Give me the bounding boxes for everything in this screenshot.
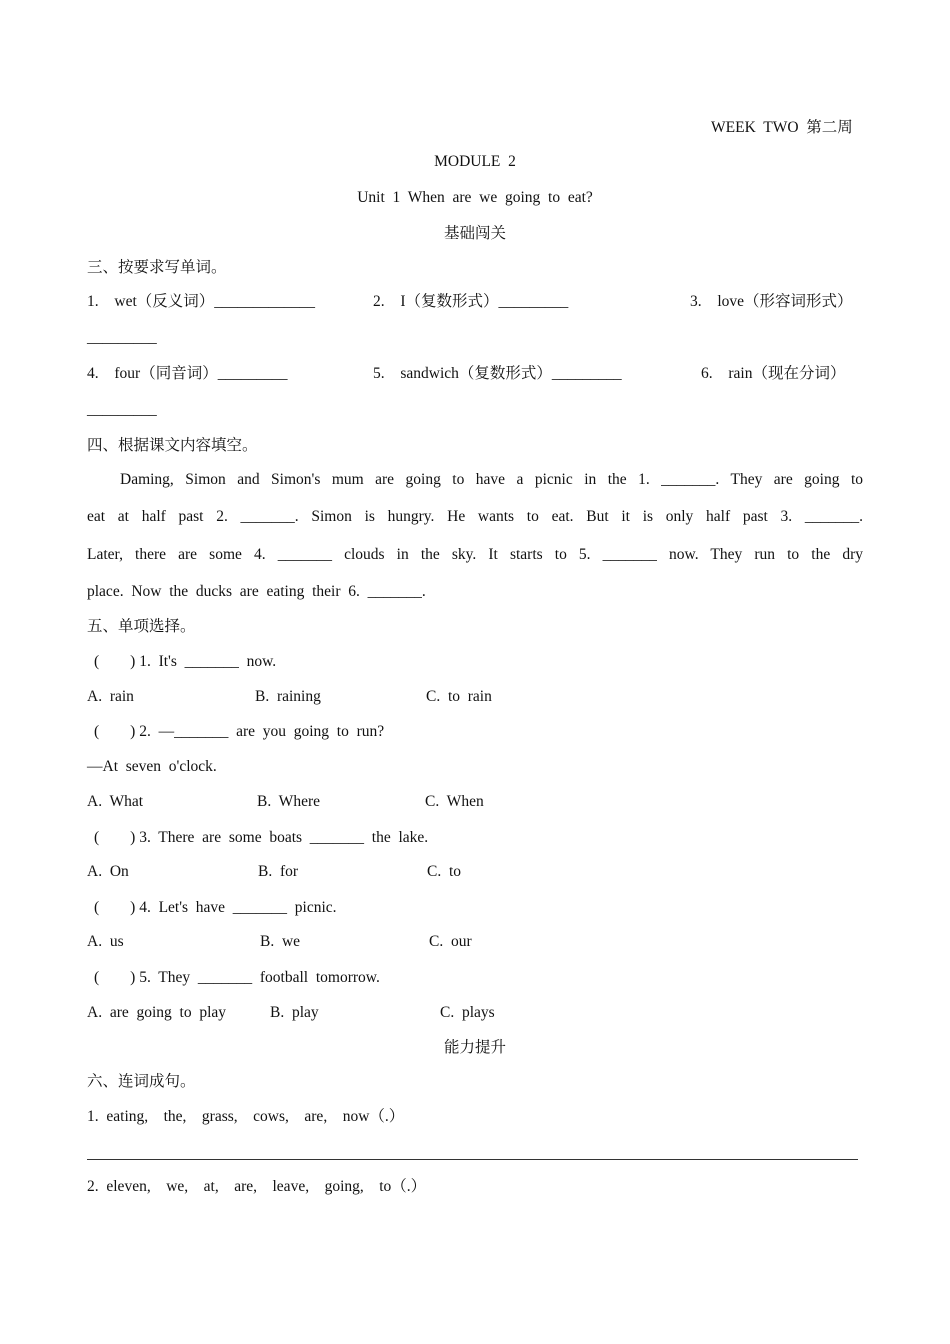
s3-question-6: 6. rain（现在分词） [701, 365, 846, 382]
s6-question-1: 1. eating, the, grass, cows, are, now（.） [87, 1108, 405, 1125]
s4-passage-line-2: eat at half past 2. _______. Simon is hungry. He wants to eat. But it is only half past 3. _______. [87, 508, 863, 525]
s5-q5-option-a: A. are going to play [87, 1004, 227, 1021]
s4-passage-line-4: place. Now the ducks are eating their 6. _______. [87, 583, 426, 600]
s5-q3-option-c: C. to [427, 863, 462, 880]
unit-title: Unit 1 When are we going to eat? [357, 189, 593, 206]
s3-question-5: 5. sandwich（复数形式）_________ [373, 365, 622, 382]
s5-q4-option-c: C. our [429, 933, 472, 950]
s3-question-3: 3. love（形容词形式） [690, 293, 853, 310]
module-title: MODULE 2 [434, 153, 516, 170]
s5-q1-option-b: B. raining [255, 688, 321, 705]
s5-q1-option-a: A. rain [87, 688, 134, 705]
s5-q1-stem: ( ) 1. It's _______ now. [94, 653, 277, 670]
section4-heading: 四、根据课文内容填空。 [87, 437, 258, 454]
s5-q3-option-a: A. On [87, 863, 129, 880]
s5-q5-option-c: C. plays [440, 1004, 495, 1021]
level-advanced-heading: 能力提升 [443, 1039, 506, 1056]
s3-question-3-blank: _________ [87, 329, 157, 346]
s3-question-2: 2. I（复数形式）_________ [373, 293, 569, 310]
week-label: WEEK TWO 第二周 [711, 119, 853, 136]
s3-question-4: 4. four（同音词）_________ [87, 365, 288, 382]
s5-q2-option-c: C. When [425, 793, 484, 810]
section6-heading: 六、连词成句。 [87, 1073, 196, 1090]
s3-question-1: 1. wet（反义词）_____________ [87, 293, 316, 310]
section3-heading: 三、按要求写单词。 [87, 259, 227, 276]
s5-q4-option-b: B. we [260, 933, 301, 950]
s5-q3-stem: ( ) 3. There are some boats _______ the lake. [94, 829, 429, 846]
s5-q2-stem: ( ) 2. —_______ are you going to run? [94, 723, 385, 740]
s5-q2-option-b: B. Where [257, 793, 320, 810]
s5-q1-option-c: C. to rain [426, 688, 492, 705]
s6-question-2: 2. eleven, we, at, are, leave, going, to（.） [87, 1178, 427, 1195]
section5-heading: 五、单项选择。 [87, 618, 196, 635]
s5-q4-stem: ( ) 4. Let's have _______ picnic. [94, 899, 337, 916]
s6-answer-line-1 [87, 1159, 858, 1160]
s5-q2-answer-line: —At seven o'clock. [87, 758, 217, 775]
level-basic-heading: 基础闯关 [443, 225, 506, 242]
s5-q5-option-b: B. play [270, 1004, 319, 1021]
s3-question-6-blank: _________ [87, 401, 157, 418]
s5-q2-option-a: A. What [87, 793, 144, 810]
s5-q5-stem: ( ) 5. They _______ football tomorrow. [94, 969, 380, 986]
s5-q4-option-a: A. us [87, 933, 124, 950]
s5-q3-option-b: B. for [258, 863, 299, 880]
s4-passage-line-1: Daming, Simon and Simon's mum are going to have a picnic in the 1. _______. They are going to [120, 471, 863, 488]
s4-passage-line-3: Later, there are some 4. _______ clouds in the sky. It starts to 5. _______ now. They run to the dry [87, 546, 863, 563]
